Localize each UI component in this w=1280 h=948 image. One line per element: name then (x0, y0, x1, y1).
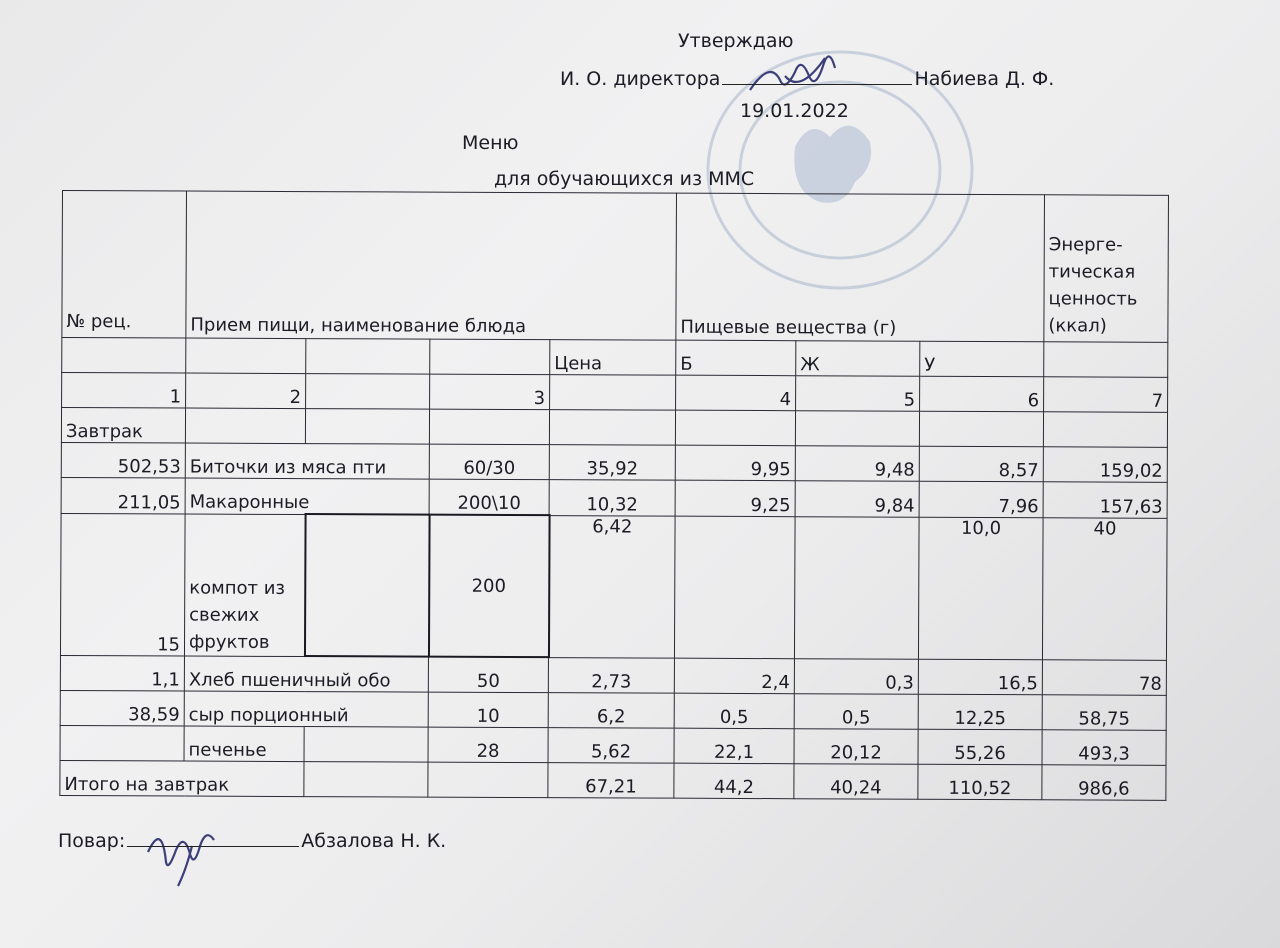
cook-line (58, 828, 446, 852)
header-energy: Энерге-тическая ценность (ккал) (1044, 195, 1169, 343)
director-line (560, 66, 1054, 90)
total-price: 67,21 (548, 763, 674, 799)
subheader-protein: Б (676, 340, 796, 376)
cook-name: Абзалова Н. К. (301, 830, 447, 852)
total-kcal: 986,6 (1042, 765, 1166, 801)
table-row: печенье 28 5,62 22,1 20,12 55,26 493,3 (60, 725, 1166, 765)
document-subtitle: для обучающихся из ММС (494, 168, 755, 190)
total-protein: 44,2 (674, 763, 794, 799)
table-row: 15 компот из свежих фруктов 200 6,42 10,0 40 (60, 513, 1167, 660)
section-breakfast: Завтрак (61, 408, 185, 444)
header-meal-name: Прием пищи, наименование блюда (186, 191, 677, 340)
total-label: Итого на завтрак (60, 760, 304, 796)
table-header-row (62, 191, 1169, 343)
cook-signature-blank (127, 828, 299, 847)
subheader-fat: Ж (796, 341, 920, 377)
document-title: Меню (462, 132, 519, 154)
cook-label: Повар: (58, 830, 126, 852)
total-row (60, 760, 1166, 800)
approve-label: Утверждаю (678, 30, 794, 52)
total-fat: 40,24 (794, 764, 918, 800)
director-name: Набиева Д. Ф. (914, 68, 1055, 90)
approval-date: 19.01.2022 (740, 100, 849, 122)
director-label: И. О. директора (560, 68, 721, 90)
cook-signature (140, 812, 230, 892)
table-subheader-row (62, 338, 1168, 378)
header-nutrients: Пищевые вещества (г) (676, 193, 1045, 342)
table-row: 38,59 сыр порционный 10 6,2 0,5 0,5 12,25 58,75 (60, 690, 1166, 730)
table-row: 502,53 Биточки из мяса пти 60/30 35,92 9,95 9,48 8,57 159,02 (61, 442, 1167, 482)
subheader-carbs: У (920, 341, 1044, 377)
subheader-price: Цена (550, 340, 676, 376)
menu-table (59, 190, 1169, 801)
section-row (61, 408, 1167, 448)
total-carbs: 110,52 (918, 764, 1042, 800)
table-row: 1,1 Хлеб пшеничный обо 50 2,73 2,4 0,3 16,5 78 (60, 655, 1166, 695)
signature-blank (722, 66, 912, 85)
table-row: 211,05 Макаронные 200\10 10,32 9,25 9,84 7,96 157,63 (61, 477, 1167, 517)
header-recipe-no: № рец. (62, 191, 187, 339)
column-number-row: 1 2 3 4 5 6 7 (62, 373, 1168, 413)
